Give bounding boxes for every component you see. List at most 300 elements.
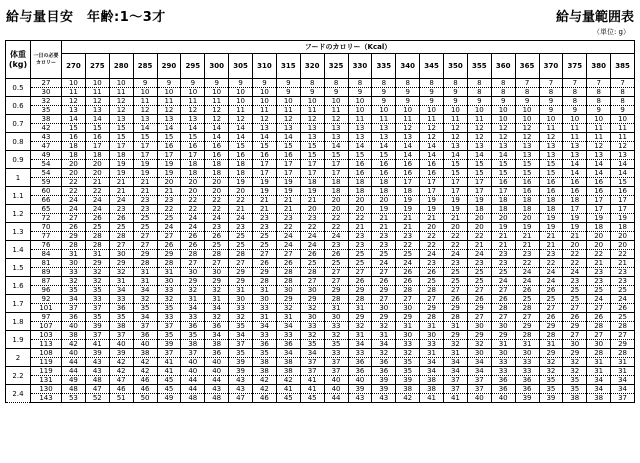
amount-cell: 20 [324, 205, 348, 214]
amount-cell: 27 [372, 268, 396, 277]
amount-cell: 29 [348, 313, 372, 322]
amount-cell: 41 [300, 385, 324, 394]
amount-cell: 37 [133, 322, 157, 331]
amount-cell: 29 [85, 259, 109, 268]
amount-cell: 35 [563, 385, 587, 394]
amount-cell: 23 [205, 223, 229, 232]
amount-cell: 16 [515, 187, 539, 196]
amount-cell: 13 [515, 142, 539, 151]
amount-cell: 12 [324, 115, 348, 124]
amount-cell: 45 [157, 385, 181, 394]
amount-cell: 21 [348, 223, 372, 232]
amount-cell: 14 [205, 124, 229, 133]
amount-cell: 28 [300, 268, 324, 277]
food-calorie-385: 385 [611, 54, 635, 79]
table-row [6, 349, 635, 358]
amount-cell: 18 [62, 151, 86, 160]
amount-cell: 33 [491, 367, 515, 376]
amount-cell: 22 [420, 241, 444, 250]
amount-cell: 24 [396, 259, 420, 268]
amount-cell: 27 [563, 304, 587, 313]
amount-cell: 30 [181, 268, 205, 277]
daily-calorie-cell: 72 [31, 214, 62, 223]
amount-cell: 37 [229, 340, 253, 349]
amount-cell: 44 [62, 367, 86, 376]
amount-cell: 21 [563, 232, 587, 241]
amount-cell: 20 [515, 214, 539, 223]
amount-cell: 23 [539, 250, 563, 259]
amount-cell: 27 [109, 241, 133, 250]
amount-cell: 43 [205, 385, 229, 394]
daily-calorie-cell: 43 [31, 133, 62, 142]
amount-cell: 22 [276, 223, 300, 232]
amount-cell: 27 [324, 268, 348, 277]
amount-cell: 30 [300, 313, 324, 322]
amount-cell: 12 [491, 124, 515, 133]
amount-cell: 31 [181, 295, 205, 304]
amount-cell: 48 [181, 394, 205, 403]
amount-cell: 32 [181, 286, 205, 295]
amount-cell: 10 [348, 106, 372, 115]
daily-calorie-cell: 27 [31, 79, 62, 88]
amount-cell: 32 [229, 313, 253, 322]
amount-cell: 11 [181, 97, 205, 106]
amount-cell: 17 [300, 160, 324, 169]
amount-cell: 16 [348, 160, 372, 169]
amount-cell: 29 [62, 232, 86, 241]
amount-cell: 21 [253, 196, 277, 205]
amount-cell: 14 [372, 142, 396, 151]
amount-cell: 24 [205, 214, 229, 223]
amount-cell: 20 [181, 187, 205, 196]
amount-cell: 10 [109, 79, 133, 88]
amount-cell: 35 [85, 286, 109, 295]
amount-cell: 27 [420, 295, 444, 304]
amount-cell: 31 [515, 340, 539, 349]
amount-cell: 12 [181, 106, 205, 115]
amount-cell: 12 [205, 106, 229, 115]
amount-cell: 42 [109, 367, 133, 376]
amount-cell: 25 [587, 286, 611, 295]
amount-cell: 23 [253, 223, 277, 232]
weight-cell: 2 [6, 349, 31, 367]
amount-cell: 9 [539, 97, 563, 106]
amount-cell: 16 [372, 160, 396, 169]
daily-calorie-cell: 38 [31, 115, 62, 124]
amount-cell: 33 [324, 349, 348, 358]
amount-cell: 35 [396, 358, 420, 367]
amount-cell: 34 [444, 367, 468, 376]
amount-cell: 10 [205, 88, 229, 97]
amount-cell: 10 [85, 79, 109, 88]
amount-cell: 33 [515, 358, 539, 367]
amount-cell: 14 [324, 142, 348, 151]
amount-cell: 30 [491, 349, 515, 358]
amount-cell: 24 [229, 214, 253, 223]
amount-cell: 27 [205, 259, 229, 268]
amount-cell: 17 [181, 151, 205, 160]
daily-calorie-cell: 113 [31, 340, 62, 349]
amount-cell: 27 [467, 286, 491, 295]
amount-cell: 29 [420, 304, 444, 313]
amount-cell: 13 [348, 124, 372, 133]
amount-cell: 24 [109, 196, 133, 205]
amount-cell: 36 [372, 358, 396, 367]
amount-cell: 14 [396, 142, 420, 151]
amount-cell: 13 [563, 151, 587, 160]
table-row [6, 250, 635, 259]
amount-cell: 12 [253, 115, 277, 124]
amount-cell: 36 [109, 304, 133, 313]
amount-cell: 9 [396, 97, 420, 106]
amount-cell: 19 [396, 205, 420, 214]
daily-calorie-cell: 92 [31, 295, 62, 304]
amount-cell: 28 [205, 250, 229, 259]
amount-cell: 35 [324, 340, 348, 349]
amount-cell: 29 [229, 277, 253, 286]
amount-cell: 17 [467, 178, 491, 187]
amount-cell: 14 [611, 160, 635, 169]
amount-cell: 31 [587, 367, 611, 376]
amount-cell: 20 [491, 214, 515, 223]
amount-cell: 13 [300, 124, 324, 133]
amount-cell: 19 [109, 169, 133, 178]
amount-cell: 34 [467, 358, 491, 367]
amount-cell: 39 [109, 349, 133, 358]
amount-cell: 31 [253, 313, 277, 322]
amount-cell: 34 [276, 349, 300, 358]
amount-cell: 14 [396, 151, 420, 160]
amount-cell: 16 [157, 142, 181, 151]
amount-cell: 12 [420, 133, 444, 142]
amount-cell: 23 [253, 214, 277, 223]
amount-cell: 39 [539, 394, 563, 403]
amount-cell: 44 [62, 358, 86, 367]
weight-cell: 2.2 [6, 367, 31, 385]
amount-cell: 35 [157, 331, 181, 340]
amount-cell: 13 [539, 142, 563, 151]
amount-cell: 37 [444, 376, 468, 385]
amount-cell: 39 [372, 376, 396, 385]
amount-cell: 15 [229, 142, 253, 151]
amount-cell: 29 [300, 295, 324, 304]
amount-cell: 50 [133, 394, 157, 403]
amount-cell: 13 [491, 142, 515, 151]
amount-cell: 18 [62, 142, 86, 151]
amount-cell: 20 [372, 196, 396, 205]
amount-cell: 36 [491, 385, 515, 394]
weight-cell: 1.8 [6, 313, 31, 331]
amount-cell: 11 [62, 88, 86, 97]
daily-calorie-cell: 59 [31, 178, 62, 187]
amount-cell: 17 [444, 178, 468, 187]
table-title: 給与量範囲表 [555, 10, 634, 25]
amount-cell: 21 [109, 187, 133, 196]
amount-cell: 24 [85, 205, 109, 214]
amount-cell: 15 [157, 133, 181, 142]
amount-cell: 47 [229, 394, 253, 403]
amount-cell: 20 [467, 214, 491, 223]
table-row [6, 241, 635, 250]
amount-cell: 30 [324, 313, 348, 322]
amount-cell: 7 [611, 79, 635, 88]
amount-cell: 29 [109, 259, 133, 268]
amount-cell: 19 [539, 223, 563, 232]
amount-cell: 14 [467, 151, 491, 160]
amount-cell: 26 [181, 241, 205, 250]
amount-cell: 26 [539, 313, 563, 322]
amount-cell: 33 [348, 349, 372, 358]
daily-calorie-cell: 47 [31, 142, 62, 151]
amount-cell: 13 [157, 115, 181, 124]
amount-cell: 16 [611, 187, 635, 196]
amount-cell: 46 [109, 385, 133, 394]
amount-cell: 16 [491, 178, 515, 187]
amount-cell: 31 [372, 331, 396, 340]
amount-cell: 26 [253, 259, 277, 268]
amount-cell: 42 [109, 358, 133, 367]
amount-cell: 12 [109, 97, 133, 106]
amount-cell: 15 [348, 151, 372, 160]
amount-cell: 16 [205, 151, 229, 160]
daily-calorie-cell: 119 [31, 367, 62, 376]
amount-cell: 11 [85, 88, 109, 97]
amount-cell: 21 [539, 232, 563, 241]
amount-cell: 40 [491, 394, 515, 403]
amount-cell: 13 [444, 142, 468, 151]
amount-cell: 18 [515, 205, 539, 214]
amount-cell: 8 [563, 97, 587, 106]
amount-cell: 26 [491, 295, 515, 304]
amount-cell: 17 [300, 169, 324, 178]
amount-cell: 14 [205, 133, 229, 142]
amount-cell: 31 [253, 286, 277, 295]
amount-cell: 23 [229, 223, 253, 232]
amount-cell: 37 [85, 331, 109, 340]
amount-cell: 12 [85, 97, 109, 106]
amount-cell: 23 [157, 196, 181, 205]
amount-cell: 34 [133, 286, 157, 295]
amount-cell: 31 [611, 367, 635, 376]
amount-cell: 39 [157, 340, 181, 349]
amount-cell: 44 [181, 376, 205, 385]
daily-calorie-cell: 97 [31, 313, 62, 322]
amount-cell: 11 [276, 106, 300, 115]
food-calorie-295: 295 [181, 54, 205, 79]
amount-cell: 35 [133, 304, 157, 313]
amount-cell: 17 [324, 169, 348, 178]
amount-cell: 27 [396, 295, 420, 304]
amount-cell: 10 [229, 97, 253, 106]
amount-cell: 45 [300, 394, 324, 403]
amount-cell: 12 [587, 142, 611, 151]
amount-cell: 27 [563, 331, 587, 340]
amount-cell: 15 [276, 142, 300, 151]
amount-cell: 21 [109, 178, 133, 187]
amount-cell: 8 [611, 97, 635, 106]
amount-cell: 20 [467, 223, 491, 232]
amount-cell: 15 [467, 169, 491, 178]
amount-cell: 43 [229, 385, 253, 394]
amount-cell: 11 [324, 106, 348, 115]
amount-cell: 8 [444, 79, 468, 88]
weight-cell: 1 [6, 169, 31, 187]
amount-cell: 11 [372, 115, 396, 124]
amount-cell: 18 [300, 178, 324, 187]
amount-cell: 32 [85, 277, 109, 286]
amount-cell: 10 [444, 106, 468, 115]
amount-cell: 19 [420, 196, 444, 205]
amount-cell: 35 [539, 376, 563, 385]
amount-cell: 15 [444, 160, 468, 169]
amount-cell: 14 [62, 115, 86, 124]
amount-cell: 32 [133, 295, 157, 304]
daily-calorie-cell: 35 [31, 106, 62, 115]
amount-cell: 29 [205, 277, 229, 286]
amount-cell: 11 [611, 124, 635, 133]
amount-cell: 15 [444, 169, 468, 178]
amount-cell: 14 [85, 115, 109, 124]
amount-cell: 23 [467, 259, 491, 268]
amount-cell: 14 [587, 160, 611, 169]
amount-cell: 21 [276, 196, 300, 205]
amount-cell: 10 [300, 97, 324, 106]
amount-cell: 38 [563, 394, 587, 403]
amount-cell: 26 [324, 250, 348, 259]
amount-cell: 7 [539, 79, 563, 88]
amount-cell: 7 [515, 79, 539, 88]
amount-cell: 23 [396, 232, 420, 241]
amount-cell: 26 [467, 295, 491, 304]
table-row [6, 151, 635, 160]
amount-cell: 25 [109, 223, 133, 232]
daily-calorie-cell: 65 [31, 205, 62, 214]
amount-cell: 28 [85, 241, 109, 250]
amount-cell: 36 [62, 313, 86, 322]
amount-cell: 28 [324, 295, 348, 304]
table-row [6, 358, 635, 367]
amount-cell: 20 [85, 160, 109, 169]
food-calorie-315: 315 [276, 54, 300, 79]
amount-cell: 21 [515, 241, 539, 250]
amount-cell: 23 [444, 259, 468, 268]
daily-calorie-cell: 76 [31, 241, 62, 250]
amount-cell: 9 [515, 97, 539, 106]
amount-cell: 9 [587, 106, 611, 115]
amount-cell: 32 [300, 331, 324, 340]
amount-cell: 8 [587, 97, 611, 106]
amount-cell: 21 [539, 241, 563, 250]
weight-cell: 2.4 [6, 385, 31, 403]
amount-cell: 18 [611, 223, 635, 232]
amount-cell: 8 [467, 79, 491, 88]
amount-cell: 9 [276, 79, 300, 88]
amount-cell: 14 [563, 160, 587, 169]
amount-cell: 28 [396, 286, 420, 295]
amount-cell: 39 [85, 322, 109, 331]
daily-calorie-cell: 87 [31, 277, 62, 286]
table-row [6, 340, 635, 349]
daily-calorie-cell: 66 [31, 196, 62, 205]
table-row [6, 124, 635, 133]
amount-cell: 15 [372, 151, 396, 160]
amount-cell: 25 [396, 250, 420, 259]
amount-cell: 18 [324, 178, 348, 187]
weight-column-header [6, 41, 31, 79]
amount-cell: 27 [587, 331, 611, 340]
amount-cell: 34 [62, 295, 86, 304]
amount-cell: 25 [611, 286, 635, 295]
amount-cell: 34 [467, 367, 491, 376]
amount-cell: 39 [229, 367, 253, 376]
food-calorie-355: 355 [467, 54, 491, 79]
amount-cell: 41 [276, 385, 300, 394]
amount-cell: 8 [467, 88, 491, 97]
amount-cell: 20 [205, 187, 229, 196]
amount-cell: 21 [467, 241, 491, 250]
amount-cell: 30 [563, 340, 587, 349]
amount-cell: 22 [181, 196, 205, 205]
amount-cell: 28 [539, 331, 563, 340]
amount-cell: 48 [85, 376, 109, 385]
food-calorie-275: 275 [85, 54, 109, 79]
amount-cell: 31 [62, 250, 86, 259]
amount-cell: 24 [276, 241, 300, 250]
amount-cell: 22 [229, 196, 253, 205]
amount-cell: 29 [444, 304, 468, 313]
amount-cell: 18 [205, 169, 229, 178]
amount-cell: 22 [324, 214, 348, 223]
amount-cell: 25 [253, 232, 277, 241]
weight-cell: 0.6 [6, 97, 31, 115]
amount-cell: 21 [396, 214, 420, 223]
amount-cell: 29 [563, 322, 587, 331]
amount-cell: 20 [324, 196, 348, 205]
amount-cell: 25 [420, 277, 444, 286]
amount-cell: 17 [563, 205, 587, 214]
amount-cell: 19 [300, 187, 324, 196]
amount-cell: 24 [515, 268, 539, 277]
amount-cell: 28 [348, 295, 372, 304]
amount-cell: 40 [181, 367, 205, 376]
amount-cell: 24 [611, 295, 635, 304]
weight-cell: 1.5 [6, 259, 31, 277]
amount-cell: 16 [396, 169, 420, 178]
amount-cell: 33 [420, 340, 444, 349]
amount-cell: 29 [133, 250, 157, 259]
amount-cell: 27 [133, 241, 157, 250]
amount-cell: 19 [444, 196, 468, 205]
amount-cell: 9 [133, 79, 157, 88]
table-row [6, 313, 635, 322]
amount-cell: 34 [420, 358, 444, 367]
amount-cell: 10 [515, 106, 539, 115]
amount-cell: 34 [444, 358, 468, 367]
amount-cell: 38 [396, 385, 420, 394]
amount-cell: 18 [205, 160, 229, 169]
amount-cell: 43 [372, 394, 396, 403]
amount-cell: 31 [276, 313, 300, 322]
amount-cell: 23 [133, 196, 157, 205]
amount-cell: 48 [205, 394, 229, 403]
amount-cell: 11 [563, 124, 587, 133]
weight-header-label: 体重 (kg) [8, 49, 28, 69]
amount-cell: 13 [372, 133, 396, 142]
amount-cell: 32 [85, 268, 109, 277]
amount-cell: 17 [396, 178, 420, 187]
amount-cell: 19 [133, 169, 157, 178]
daily-calorie-cell: 32 [31, 97, 62, 106]
